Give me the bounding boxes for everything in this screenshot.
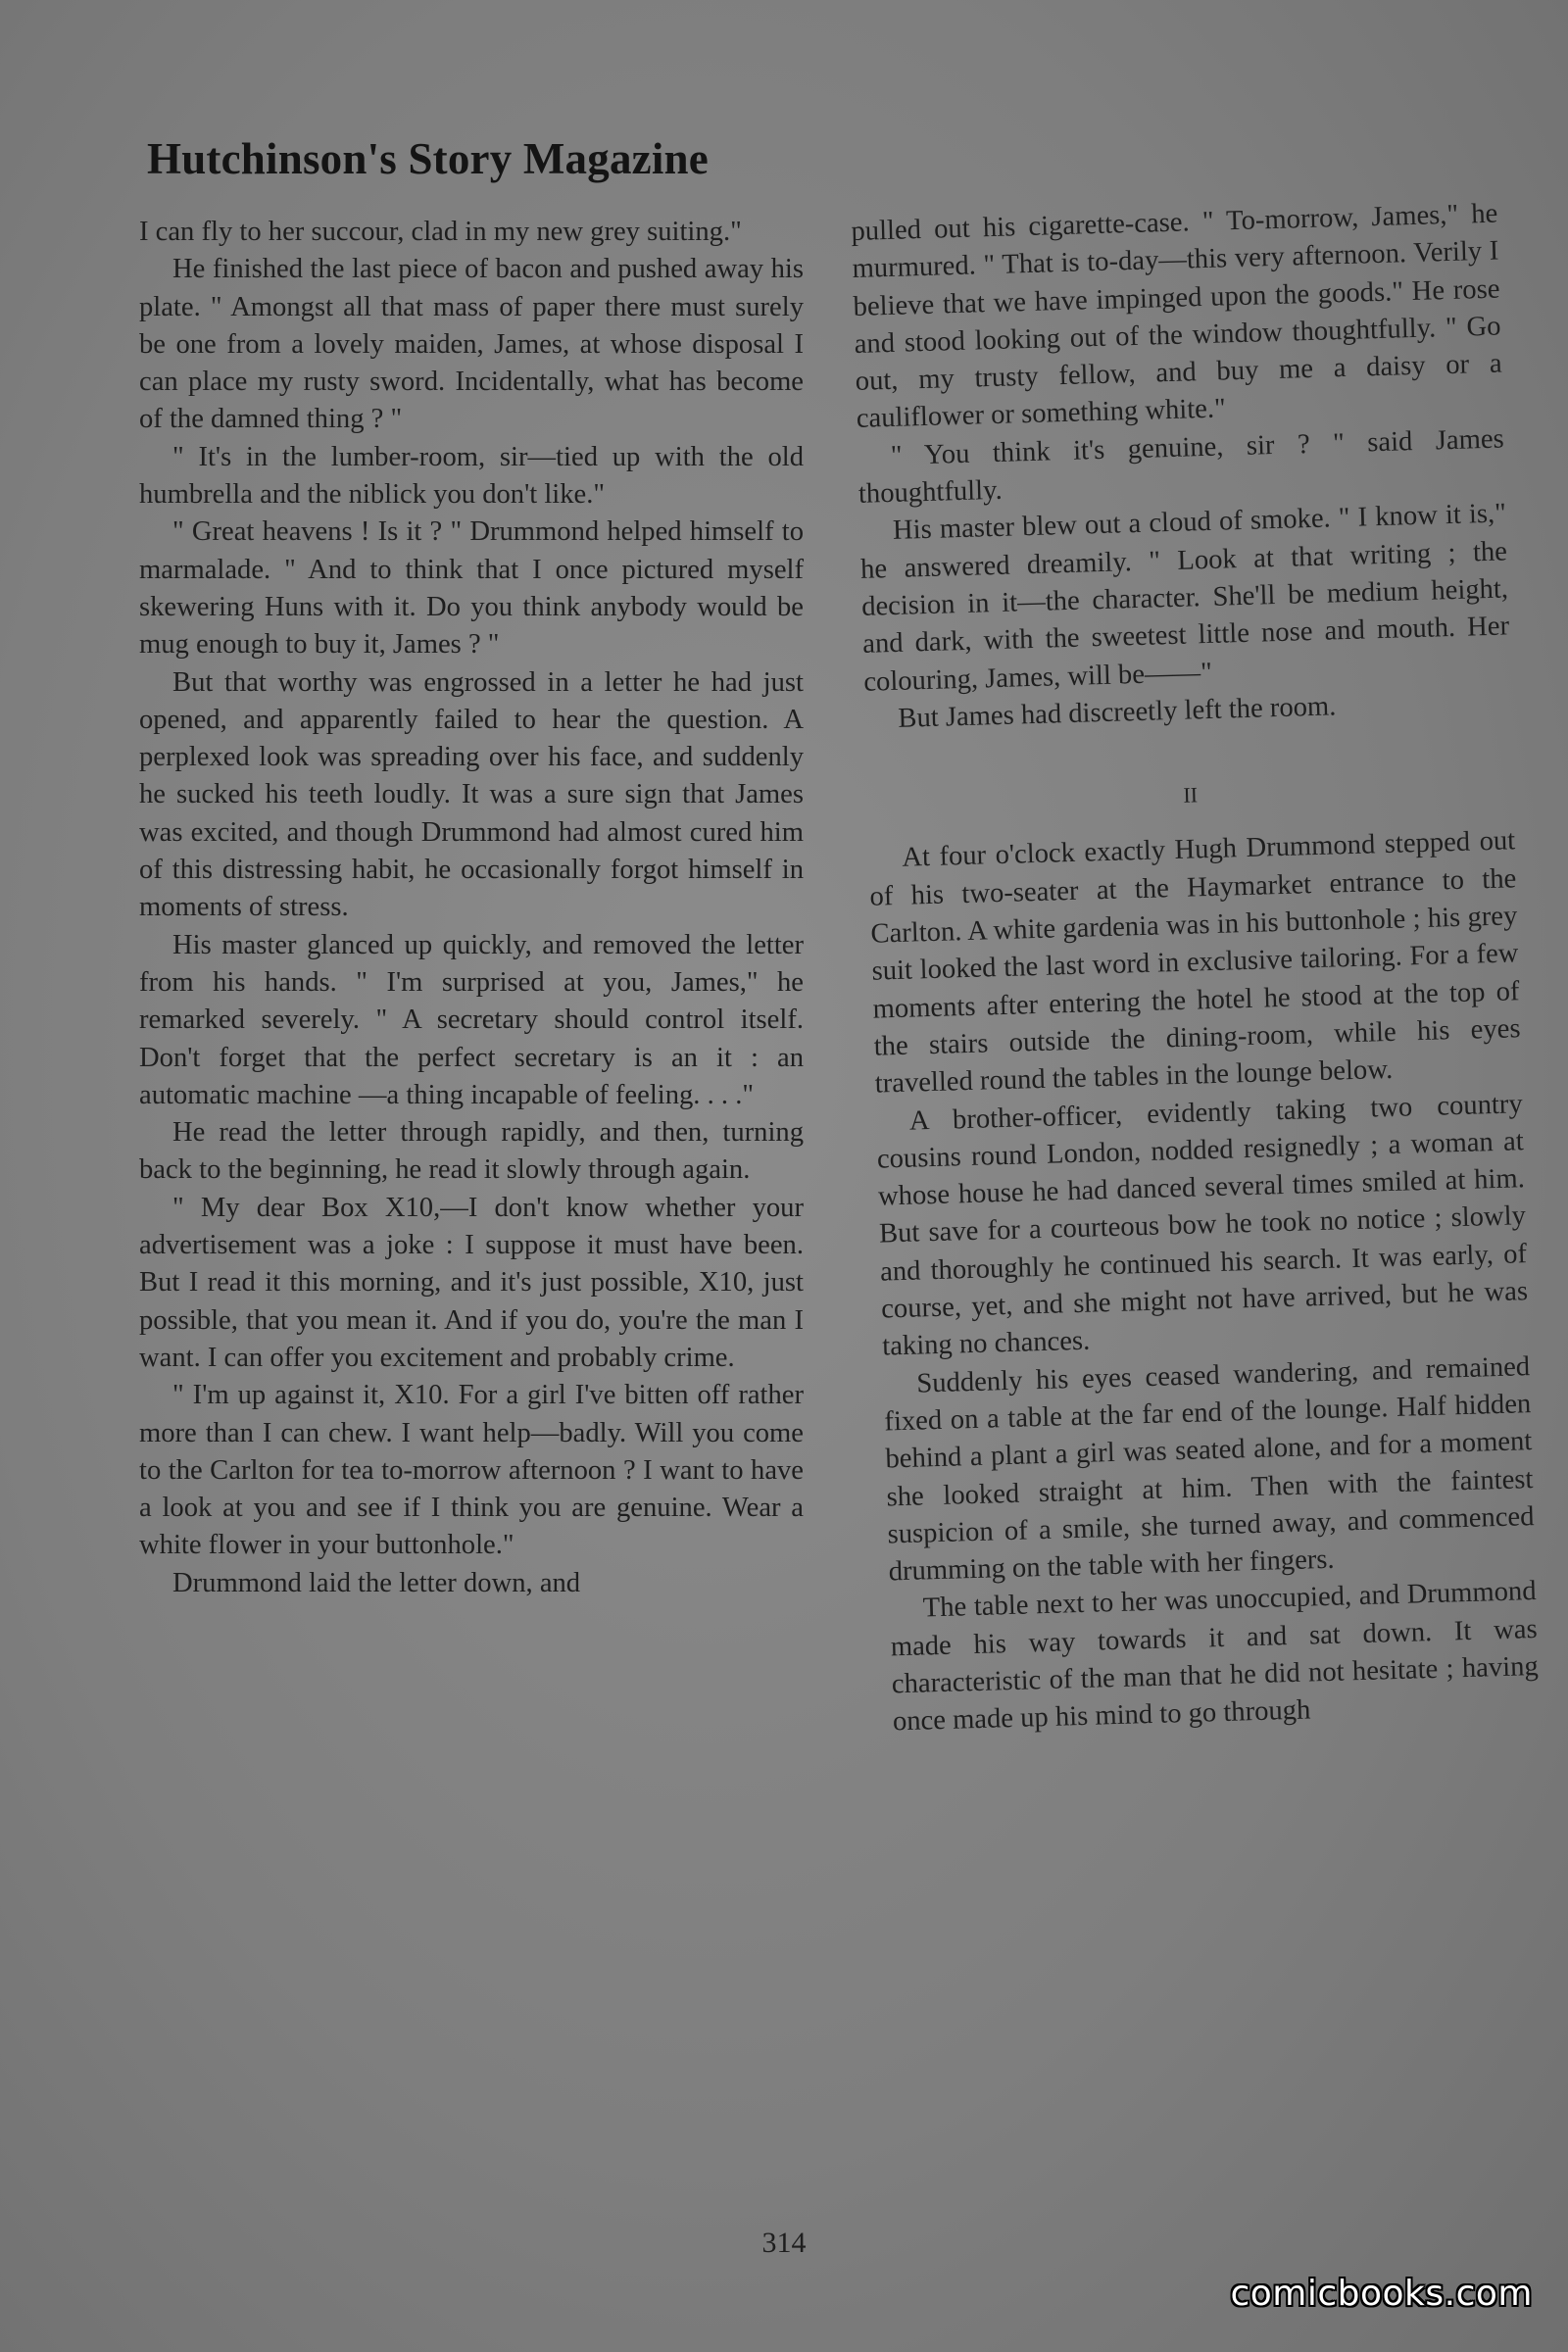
- paragraph: " I'm up against it, X10. For a girl I've bitten off rather more than I can chew. I want help—badly. Will you come to the Carlton for tea to-morrow afternoon ? I want to have a look at you and see if I think you are genuine. Wear a white flower in your buttonhole.": [139, 1380, 804, 1561]
- section-number: II: [1183, 782, 1199, 808]
- paragraph: pulled out his cigarette-case. " To-morrow, James," he murmured. " That is to-day—this very afternoon. Verily I believe that we have impinged upon the goods." He rose and stood looking out of the window thoughtfully. " Go out, my trusty fellow, and buy me a daisy or a cauliflower or something white.": [851, 198, 1502, 435]
- page-header-title: Hutchinson's Story Magazine: [147, 134, 709, 183]
- paragraph: I can fly to her succour, clad in my new grey suiting.": [139, 217, 742, 247]
- paragraph: But that worthy was engrossed in a letter he had just opened, and apparently failed to hear the question. A perplexed look was spreading over his face, and suddenly he sucked his teeth loudly. It was a sure sign that James was excited, and though Drummond had almost cured him of this distressing habit, he occasionally forgot himself in moments of stress.: [139, 666, 804, 923]
- paragraph: " You think it's genuine, sir ? " said James thoughtfully.: [858, 423, 1505, 510]
- paragraph: " My dear Box X10,—I don't know whether your advertisement was a joke : I suppose it must have been. But I read it this morning, and it's just possible, X10, just possible, that you mean it. And if you do, you're the man I want. I can offer you excitement and probably crime.: [139, 1192, 804, 1373]
- right-column-body: [851, 196, 1540, 1741]
- paragraph: His master glanced up quickly, and removed the letter from his hands. " I'm surprised at you, James," he remarked severely. " A secretary should control itself. Don't forget that the perfect secretary is an it : an automatic machine —a thing incapable of feeling. . . .": [139, 929, 804, 1110]
- paragraph: Suddenly his eyes ceased wandering, and remained fixed on a table at the far end of the lounge. Half hidden behind a plant a girl was seated alone, and for a moment she looked straight at him. Then with the faintest suspicion of a smile, she turned away, and commenced drumming on the table with her fingers.: [884, 1350, 1535, 1588]
- watermark: comicbooks.com: [1230, 2274, 1533, 2314]
- paragraph: But James had discreetly left the room.: [897, 691, 1337, 734]
- left-column: [139, 214, 804, 1602]
- paragraph: A brother-officer, evidently taking two country cousins round London, nodded resignedly ; a woman at whose house he had danced several times smiled at him. But save for a courteous bow he took no notice ; slowly and thoroughly he continued his search. It was early, of course, yet, and she might not have arrived, but he was taking no chances.: [876, 1088, 1529, 1362]
- page-number: 314: [761, 2227, 807, 2259]
- paragraph: His master blew out a cloud of smoke. " I know it is," he answered dreamily. " Look at that writing ; the decision in it—the character. She'll be medium height, and dark, with the sweetest little nose and mouth. Her colouring, James, will be——": [859, 498, 1510, 698]
- paragraph: The table next to her was unoccupied, and Drummond made his way towards it and sat down. It was characteristic of the man that he did not hesitate ; having once made up his mind to go through: [890, 1576, 1540, 1738]
- paragraph: At four o'clock exactly Hugh Drummond stepped out of his two-seater at the Haymarket entrance to the Carlton. A white gardenia was in his buttonhole ; his grey suit looked the last word in exclusive tailoring. For a few moments after entering the hotel he stood at the top of the stairs outside the dining-room, while his eyes travelled round the tables in the lounge below.: [869, 825, 1521, 1100]
- paragraph: He read the letter through rapidly, and then, turning back to the beginning, he read it slowly through again.: [139, 1117, 804, 1186]
- paragraph: " It's in the lumber-room, sir—tied up with the old humbrella and the niblick you don't like.": [139, 441, 804, 511]
- right-column: [851, 198, 1540, 1742]
- paragraph: " Great heavens ! Is it ? " Drummond helped himself to marmalade. " And to think that I once pictured myself skewering Huns with it. Do you think anybody would be mug enough to buy it, James ? ": [139, 516, 804, 661]
- paragraph: Drummond laid the letter down, and: [172, 1567, 581, 1598]
- paragraph: He finished the last piece of bacon and pushed away his plate. " Amongst all that mass of paper there must surely be one from a lovely maiden, James, at whose disposal I can place my rusty sword. Incidentally, what has become of the damned thing ? ": [139, 254, 804, 435]
